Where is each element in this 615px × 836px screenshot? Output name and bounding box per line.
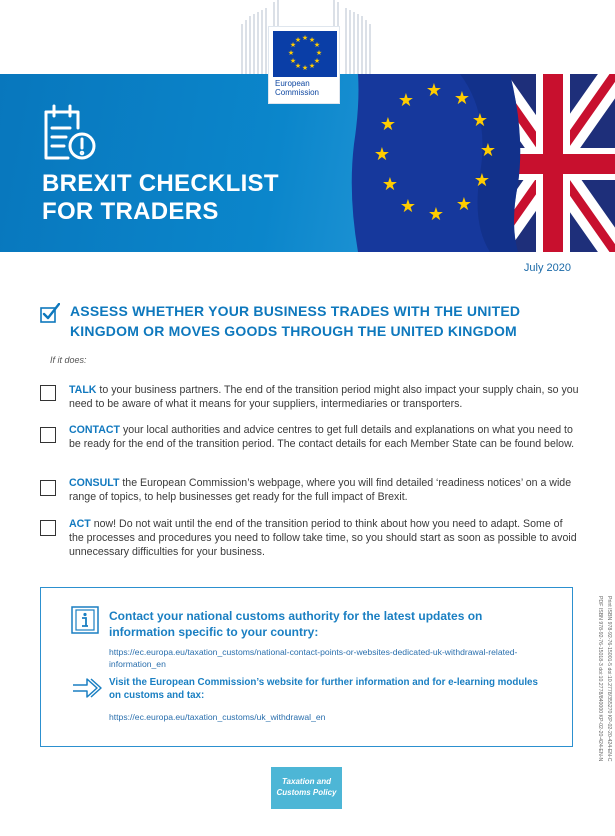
svg-text:★: ★ — [455, 194, 473, 215]
checklist-item-text — [69, 476, 579, 504]
customs-contact-link[interactable]: https://ec.europa.eu/taxation_customs/national-contact-points-or-websites-dedicated-uk-withdrawal-related-information_en — [109, 647, 518, 669]
checklist-item-text — [69, 517, 579, 559]
svg-text:★: ★ — [315, 49, 323, 57]
svg-text:★: ★ — [294, 36, 302, 44]
svg-text:★: ★ — [308, 36, 316, 44]
european-commission-logo — [268, 26, 340, 104]
eu-uk-flags-image — [340, 74, 615, 252]
info-title-customs: Contact your national customs authority for the latest updates on information specific to your country: — [109, 609, 483, 639]
info-title-commission: Visit the European Commission’s website for further information and for e-learning modules on customs and tax: — [109, 677, 538, 701]
checkbox[interactable] — [40, 520, 56, 536]
svg-text:★: ★ — [479, 140, 497, 161]
title-line-2: FOR TRADERS — [42, 198, 219, 225]
svg-text:★: ★ — [313, 57, 321, 65]
checklist-keyword: CONTACT — [69, 424, 120, 436]
checklist-keyword: TALK — [69, 384, 97, 396]
svg-text:★: ★ — [473, 170, 491, 191]
logo-line-1: European — [275, 79, 310, 88]
svg-text:★: ★ — [373, 144, 391, 165]
title-line-1: BREXIT CHECKLIST — [42, 170, 279, 197]
isbn-pdf-line: PDF ISBN 978-92-76-15018-3 doi:10.2778/840000 KP-02-20-424-EN-N — [597, 596, 603, 762]
svg-text:★: ★ — [289, 41, 297, 49]
logo-line-2: Commission — [275, 88, 320, 97]
info-box — [40, 587, 573, 747]
svg-text:★: ★ — [427, 204, 445, 225]
checklist-description: to your business partners. The end of the transition period might also impact your supply chain, so you need to be aware of what it means for your suppliers, intermediaries or transporters. — [69, 384, 579, 410]
heading-line-2: KINGDOM OR MOVES GOODS THROUGH THE UNITED KINGDOM — [70, 323, 517, 339]
checklist-description: now! Do not wait until the end of the transition period to think about how you need to adapt. Some of the processes and procedures you need to follow take time, so you should start as soon as possible to avoid unnecessary difficulties for your business. — [69, 518, 577, 558]
checkbox[interactable] — [40, 385, 56, 401]
svg-text:★: ★ — [289, 57, 297, 65]
svg-text:★: ★ — [301, 64, 309, 72]
document-title — [42, 170, 279, 226]
commission-website-link[interactable]: https://ec.europa.eu/taxation_customs/uk_withdrawal_en — [109, 712, 326, 722]
isbn-print-line: Print ISBN 978-92-76-15001-5 doi:10.2778/355270 KP-02-20-424-EN-C — [606, 596, 612, 762]
svg-text:★: ★ — [397, 90, 415, 111]
tag-line-2: Customs Policy — [276, 788, 337, 797]
checkmark-box-icon — [40, 303, 60, 323]
double-arrow-icon — [71, 674, 105, 702]
eu-flag-icon — [273, 31, 337, 77]
svg-text:★: ★ — [294, 62, 302, 70]
checklist-description: the European Commission’s webpage, where you will find detailed ‘readiness notices’ on a wide range of topics, to help businesses get ready for the full impact of Brexit. — [69, 477, 572, 503]
checklist-item-text — [69, 383, 579, 411]
if-it-does-label: If it does: — [50, 355, 87, 365]
info-icon — [71, 606, 99, 634]
checklist-keyword: ACT — [69, 518, 91, 530]
svg-text:★: ★ — [471, 110, 489, 131]
svg-text:★: ★ — [313, 41, 321, 49]
svg-text:★: ★ — [381, 174, 399, 195]
checklist-description: your local authorities and advice centres to get full details and explanations on what you need to be ready for the end of the transition period. The contact details for each Member State can be found below. — [69, 424, 575, 450]
svg-text:★: ★ — [453, 88, 471, 109]
isbn-side-text — [588, 596, 614, 796]
logo-text — [275, 79, 337, 97]
svg-text:★: ★ — [425, 80, 443, 101]
svg-text:★: ★ — [287, 49, 295, 57]
checklist-alert-icon — [38, 104, 98, 162]
checklist-item-text — [69, 423, 579, 451]
svg-text:★: ★ — [301, 34, 309, 42]
tag-line-1: Taxation and — [281, 777, 332, 786]
publication-date: July 2020 — [523, 262, 571, 274]
heading-text — [70, 301, 520, 341]
checkbox[interactable] — [40, 427, 56, 443]
taxation-customs-tag — [271, 767, 342, 809]
checkbox[interactable] — [40, 480, 56, 496]
svg-text:★: ★ — [379, 114, 397, 135]
svg-text:★: ★ — [308, 62, 316, 70]
checklist-keyword: CONSULT — [69, 477, 120, 489]
heading-line-1: ASSESS WHETHER YOUR BUSINESS TRADES WITH THE UNITED — [70, 303, 521, 319]
svg-text:★: ★ — [399, 196, 417, 217]
